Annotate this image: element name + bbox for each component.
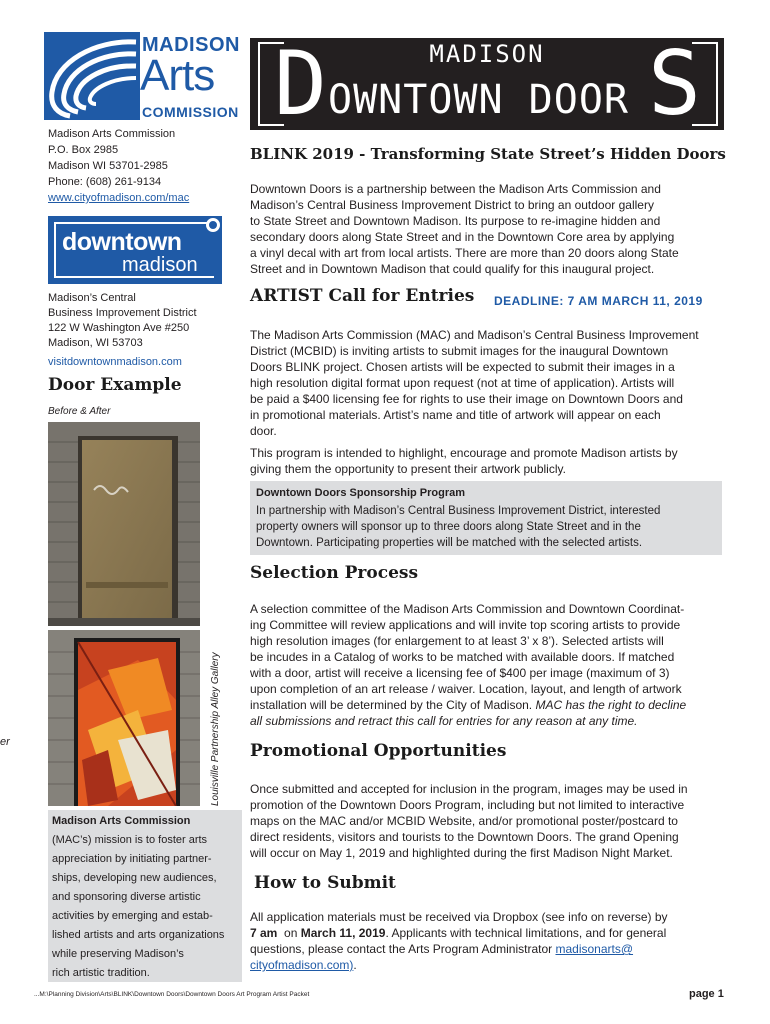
artist-p1-line-3: Doors BLINK project. Chosen artists will be expected to submit their images in a [250, 360, 675, 374]
mac-contact-phone: Phone: (608) 261-9134 [48, 176, 162, 188]
promo-line-5: will occur on May 1, 2019 and highlighted during the first Madison Night Market. [250, 846, 673, 860]
admin-email-link-part2[interactable]: cityofmadison.com) [250, 958, 354, 972]
blink-line-3: to State Street and Downtown Madison. Its purpose to re-imagine hidden and [250, 214, 661, 228]
blink-line-5: a vinyl decal with art from local artists. There are more than 20 doors along State [250, 246, 679, 260]
mac-contact [48, 126, 238, 206]
dm-logo-downtown: downtown [62, 228, 182, 256]
promo-heading: Promotional Opportunities [250, 741, 507, 761]
promo-line-1: Once submitted and accepted for inclusion in the program, images may be used in [250, 782, 688, 796]
artist-p1-line-6: in promotional materials. Artist’s name and title of artwork will appear on each [250, 408, 661, 422]
dm-contact-line2: Business Improvement District [48, 307, 197, 319]
margin-fragment: er [0, 736, 10, 748]
mission-line-5: activities by emerging and estab- [52, 910, 213, 922]
dm-contact [48, 291, 238, 370]
submit-heading: How to Submit [254, 873, 396, 893]
deadline-text: DEADLINE: 7 AM MARCH 11, 2019 [494, 294, 703, 308]
dm-logo-pin-icon [206, 218, 220, 232]
blink-line-1: Downtown Doors is a partnership between the Madison Arts Commission and [250, 182, 661, 196]
banner-madison: MADISON [429, 40, 545, 68]
mac-contact-po-box: P.O. Box 2985 [48, 144, 119, 156]
door-example-caption: Before & After [48, 406, 111, 417]
footer-path: ...M:\Planning Division\Arts\BLINK\Downtown Doors\Downtown Doors Art Program Artist Packet [34, 991, 310, 998]
blink-line-6: Street and in Downtown Madison that could qualify for this inaugural project. [250, 262, 655, 276]
artist-p2-line-2: giving them the opportunity to present their artwork publicly. [250, 462, 566, 476]
dm-logo-madison: madison [122, 254, 198, 276]
artist-call-paragraph-1 [250, 327, 730, 439]
mission-line-1: (MAC’s) mission is to foster arts [52, 834, 208, 846]
selection-line-5: with a door, artist will receive a licensing fee of $400 per image (maximum of 3) [250, 666, 670, 680]
mission-title: Madison Arts Commission [52, 815, 191, 827]
submit-line-1: All application materials must be received via Dropbox (see info on reverse) by [250, 910, 668, 924]
sponsorship-line-2: property owners will sponsor up to three doors along State Street and in the [256, 521, 641, 533]
footer-page-number: page 1 [689, 988, 724, 1000]
artist-call-heading: ARTIST Call for Entries [250, 286, 475, 306]
selection-line-7-text: installation will be determined by the City of Madison. [250, 698, 533, 712]
selection-italic-line: all submissions and retract this call for entries for any reason at any time. [250, 714, 638, 728]
submit-paragraph [250, 909, 730, 973]
admin-email-link-part1[interactable]: madisonarts@ [555, 942, 634, 956]
promo-line-3: maps on the MAC and/or MCBID Website, and/or promotional poster/postcard to [250, 814, 678, 828]
submit-line-4-tail: . [353, 958, 357, 972]
after-door-photo [48, 630, 200, 806]
mission-text [52, 814, 242, 983]
sponsorship-line-3: Downtown. Participating properties will be matched with the selected artists. [256, 537, 643, 549]
banner-big-d: D [274, 32, 327, 135]
selection-line-4: be incudes in a Catalog of works to be matched with available doors. If matched [250, 650, 675, 664]
banner-middle: OWNTOWN DOOR [328, 77, 629, 123]
mission-line-2: appreciation by initiating partner- [52, 853, 212, 865]
mac-logo-arts: Arts [140, 51, 215, 100]
banner-door-right [692, 42, 718, 126]
before-door-image [48, 422, 200, 626]
photo-credit-text: Louisville Partnership Alley Gallery [210, 652, 221, 806]
submit-line-3-text: questions, please contact the Arts Program Administrator [250, 942, 556, 956]
submit-line-2-tail: . Applicants with technical limitations, and for general [385, 926, 667, 940]
selection-italic-tail: MAC has the right to decline [535, 698, 687, 712]
artist-p2-line-1: This program is intended to highlight, encourage and promote Madison artists by [250, 446, 678, 460]
dm-contact-line3: 122 W Washington Ave #250 [48, 322, 190, 334]
banner-big-s: S [648, 32, 701, 135]
submit-on: on [277, 926, 301, 940]
artist-p1-line-4: high resolution digital format upon request (not at time of application). Artists will [250, 376, 675, 390]
mac-logo [44, 32, 240, 120]
mission-line-8: rich artistic tradition. [52, 967, 150, 979]
dm-contact-line4: Madison, WI 53703 [48, 337, 143, 349]
mac-website-link[interactable]: www.cityofmadison.com/mac [48, 192, 190, 204]
promo-line-2: promotion of the Downtown Doors Program, including but not limited to interactive [250, 798, 685, 812]
door-example-heading: Door Example [48, 375, 182, 395]
sponsorship-box [250, 481, 722, 555]
blink-paragraph [250, 181, 730, 277]
selection-heading: Selection Process [250, 563, 419, 583]
photo-credit [205, 626, 219, 806]
submit-line-2 [250, 925, 730, 941]
blink-line-2: Madison’s Central Business Improvement District to bring an outdoor gallery [250, 198, 654, 212]
blink-heading: BLINK 2019 - Transforming State Street’s Hidden Doors [250, 145, 726, 163]
selection-paragraph [250, 601, 730, 729]
selection-line-3: high resolution images (for enlargement to at least 3’ x 8’). Selected artists will [250, 634, 664, 648]
blink-line-4: secondary doors along State Street and in the Downtown Core area by applying [250, 230, 675, 244]
submit-line-3 [250, 941, 730, 957]
downtown-madison-logo [48, 216, 222, 284]
mac-logo-madison: MADISON [142, 34, 240, 56]
sponsorship-title: Downtown Doors Sponsorship Program [256, 487, 466, 499]
selection-line-2: ing Committee will review applications and will invite top scoring artists to provide [250, 618, 681, 632]
mac-logo-commission: COMMISSION [142, 104, 239, 120]
mission-line-3: ships, developing new audiences, [52, 872, 217, 884]
selection-line-7 [250, 697, 730, 713]
promo-paragraph [250, 781, 730, 861]
selection-line-6: upon completion of an art release / waiver. Location, layout, and length of artwork [250, 682, 682, 696]
sponsorship-line-1: In partnership with Madison’s Central Business Improvement District, interested [256, 505, 661, 517]
mac-contact-city: Madison WI 53701-2985 [48, 160, 168, 172]
artist-p1-line-2: District (MCBID) is inviting artists to submit images for the inaugural Downtown [250, 344, 669, 358]
downtown-doors-banner [250, 32, 724, 135]
mission-line-6: lished artists and arts organizations [52, 929, 225, 941]
submit-date: March 11, 2019 [300, 926, 386, 940]
selection-line-1: A selection committee of the Madison Arts Commission and Downtown Coordinat- [250, 602, 685, 616]
after-door-image [48, 630, 200, 806]
artist-call-paragraph-2 [250, 445, 730, 477]
mission-line-4: and sponsoring diverse artistic [52, 891, 201, 903]
artist-p1-line-1: The Madison Arts Commission (MAC) and Madison’s Central Business Improvement [250, 328, 699, 342]
artist-p1-line-5: be paid a $400 licensing fee for rights to use their image on Downtown Doors and [250, 392, 683, 406]
dm-website-link[interactable]: visitdowntownmadison.com [48, 356, 182, 368]
submit-time: 7 am [250, 926, 278, 940]
mission-line-7: while preserving Madison’s [52, 948, 184, 960]
artist-p1-line-7: door. [250, 424, 277, 438]
dm-contact-line1: Madison’s Central [48, 292, 136, 304]
before-door-photo [48, 422, 200, 626]
submit-line-4 [250, 957, 730, 973]
mac-contact-name: Madison Arts Commission [48, 128, 176, 140]
promo-line-4: direct residents, visitors and tourists to the Downtown Doors. The grand Opening [250, 830, 679, 844]
mac-logo-swoosh-icon [44, 32, 140, 120]
